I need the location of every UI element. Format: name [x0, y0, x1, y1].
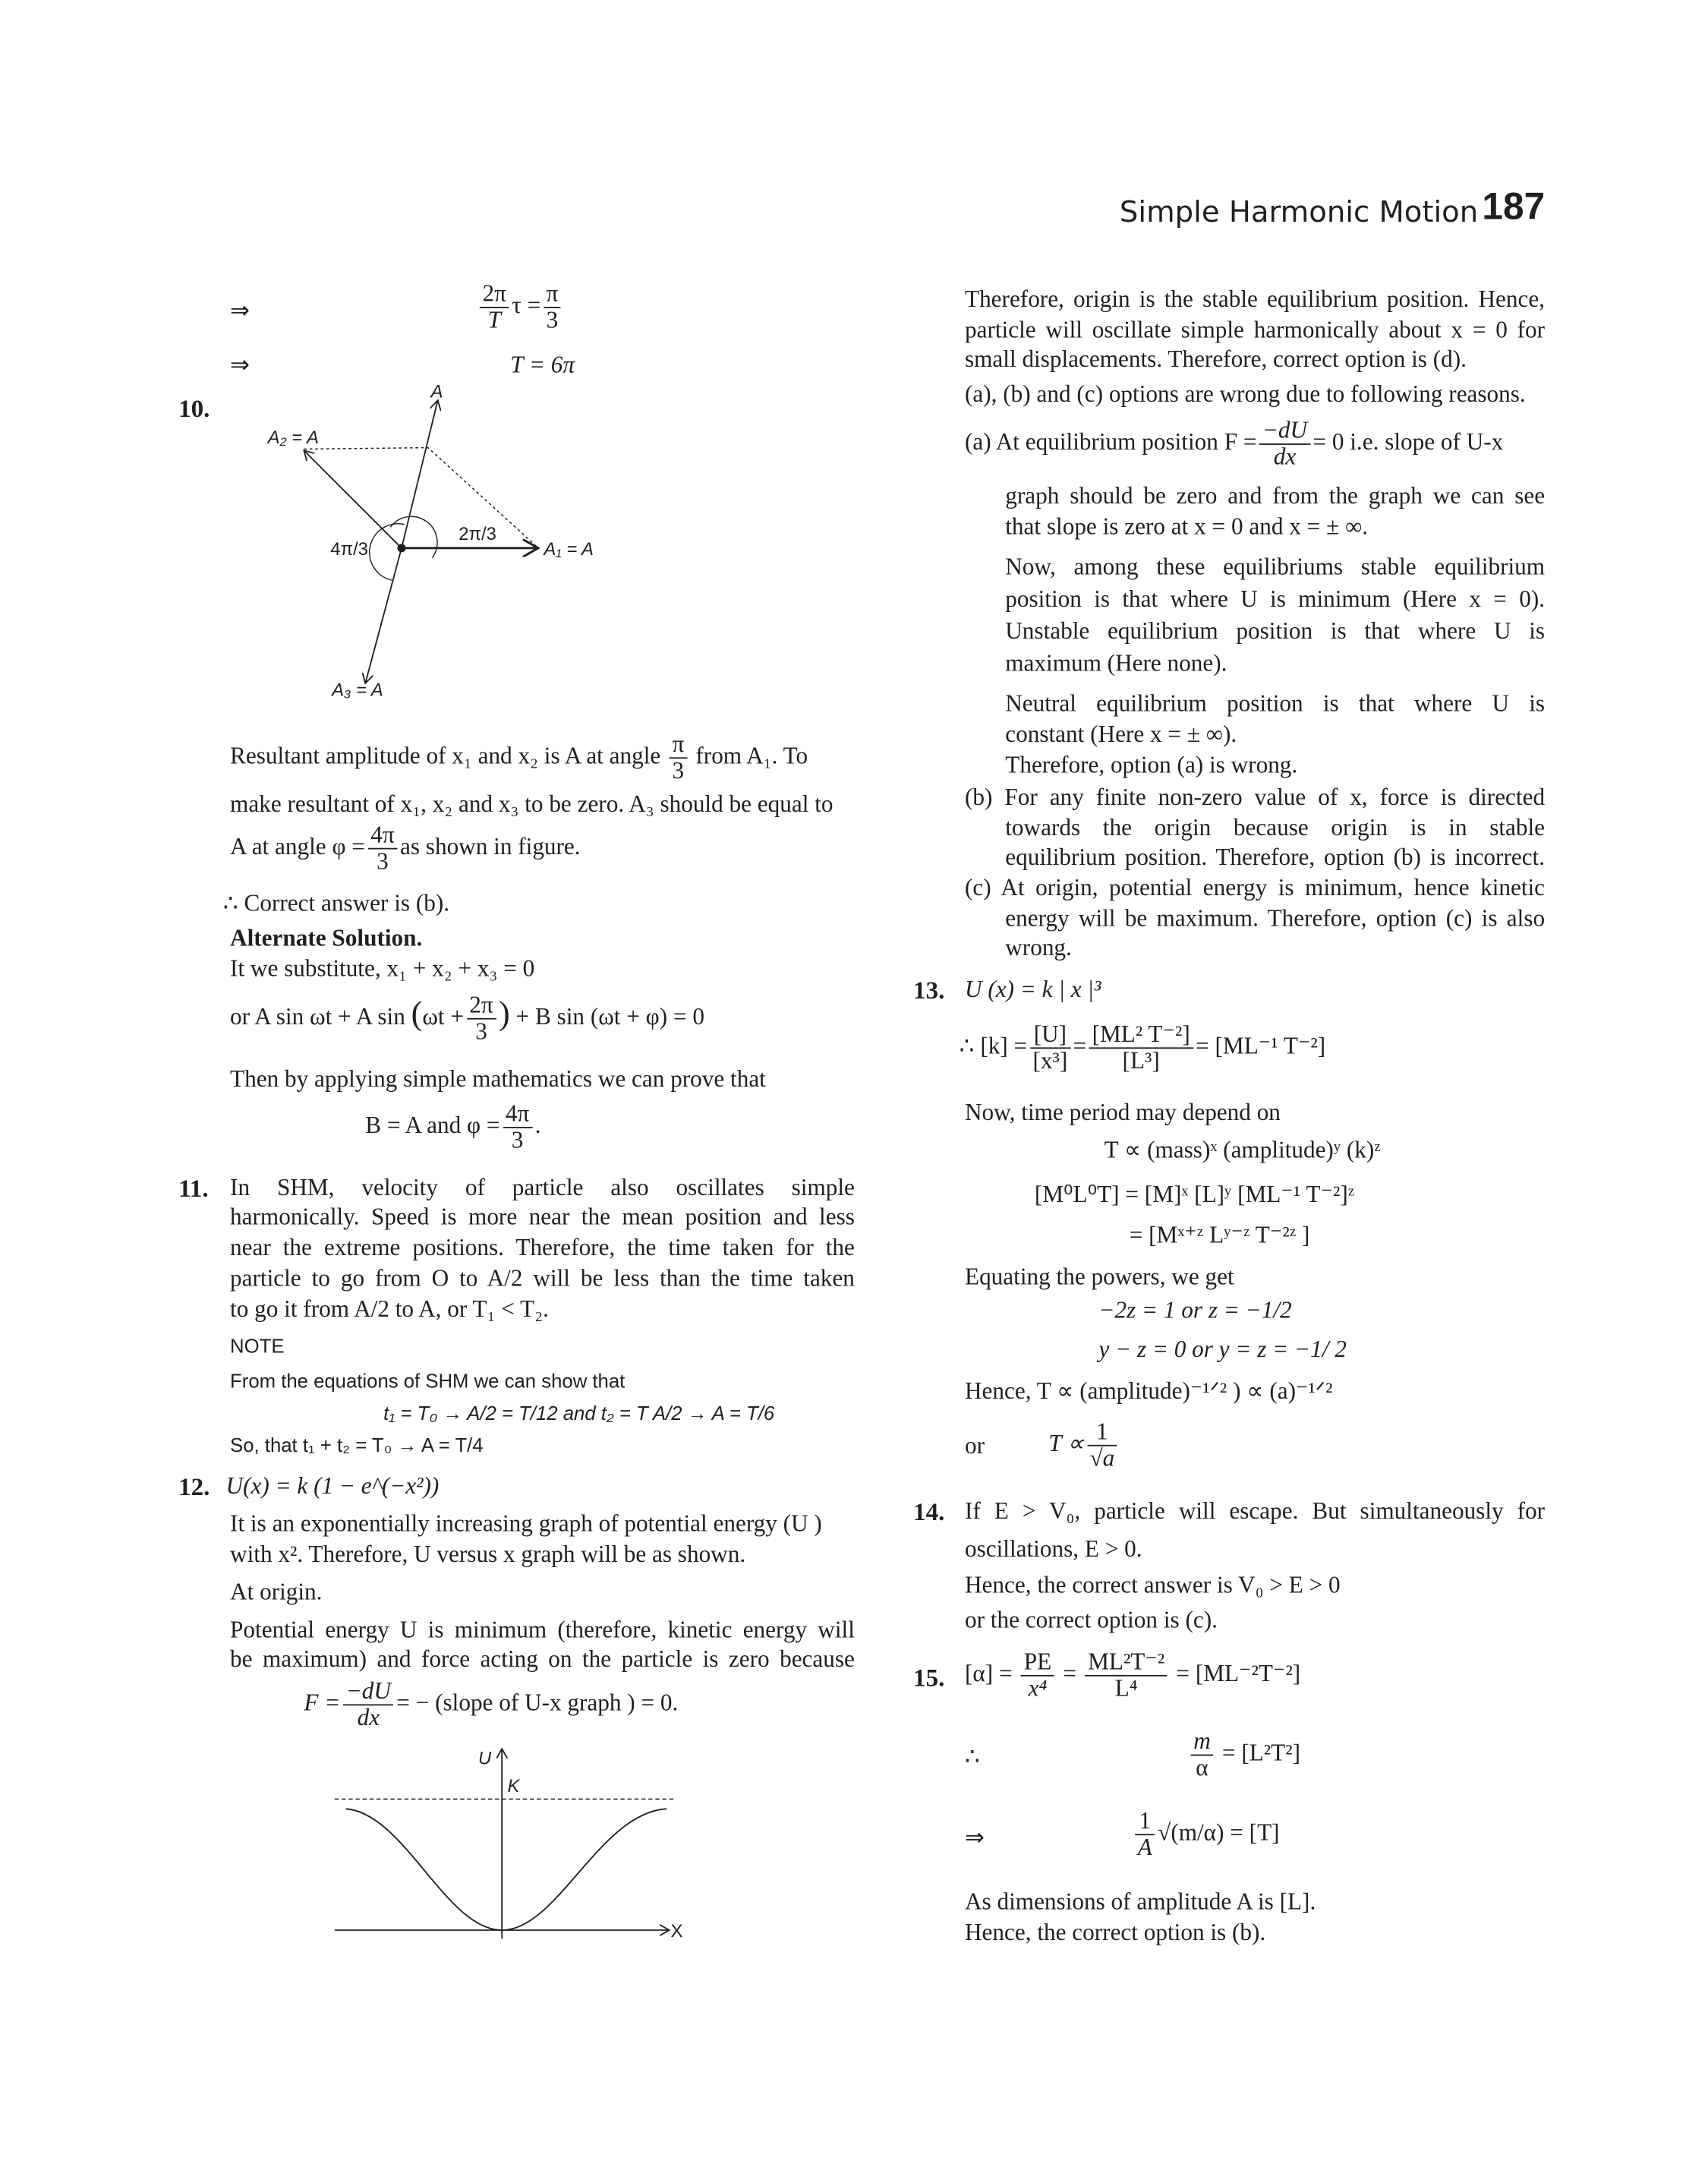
equation-line: [965, 1650, 1300, 1702]
text: =: [1063, 1660, 1076, 1687]
answer-line: ∴ Correct answer is (b).: [222, 889, 450, 916]
fraction-den: 3: [377, 847, 389, 875]
fraction-num: π: [670, 732, 687, 759]
paragraph-line: It is an exponentially increasing graph of potential energy (U ): [230, 1510, 822, 1538]
paragraph-line: Hence, the correct option is (b).: [964, 1919, 1266, 1946]
paragraph-line: particle to go from O to A/2 will be less than the time taken: [230, 1264, 855, 1292]
implies-symbol: ⇒: [964, 1824, 985, 1851]
label-a3: A₃ = A: [332, 680, 383, 701]
text: = 0 i.e. slope of U-x: [1313, 428, 1504, 456]
text: + B sin (ωt + φ) = 0: [515, 1003, 704, 1030]
angle-arc-2pi3: [390, 516, 437, 557]
paragraph-line: It we substitute, x₁ + x₂ + x₃ = 0: [230, 955, 535, 983]
text: =: [1073, 1032, 1087, 1059]
text: as shown in figure.: [399, 833, 581, 860]
paragraph-line: Now, time period may depend on: [964, 1099, 1281, 1126]
equation-line: [M⁰L⁰T] = [M]ˣ [L]ʸ [ML⁻¹ T⁻²]ᶻ: [1034, 1181, 1355, 1208]
text: = [ML⁻¹ T⁻²]: [1196, 1032, 1326, 1059]
text: .: [534, 1112, 541, 1139]
equation-line: [304, 1679, 678, 1730]
fraction-den: [L³]: [1122, 1047, 1160, 1074]
fraction-den: dx: [357, 1704, 380, 1731]
fraction-num: [U]: [1030, 1022, 1070, 1049]
fraction-num: 4π: [503, 1102, 532, 1128]
fraction-den: 3: [672, 757, 685, 784]
text: = − (slope of U-x graph ) = 0.: [396, 1689, 679, 1716]
equation-line: = [Mˣ⁺ᶻ Lʸ⁻ᶻ T⁻²ᶻ ]: [1129, 1221, 1310, 1248]
text: √(m/α): [1158, 1819, 1224, 1846]
fraction-den: x⁴: [1028, 1674, 1048, 1702]
paragraph-line: Neutral equilibrium position is that where U is: [1005, 690, 1546, 718]
paragraph-line: maximum (Here none).: [1005, 649, 1227, 677]
text: A at angle φ =: [230, 833, 365, 860]
label-a2: A₂ = A: [267, 427, 319, 449]
fraction-den: T: [487, 307, 501, 333]
fraction-num: ML²T⁻²: [1085, 1650, 1167, 1677]
fraction-den: 3: [511, 1127, 524, 1153]
text: ∴ [k] =: [959, 1032, 1028, 1059]
equation-tau: [477, 282, 564, 333]
paragraph-line: be maximum) and force acting on the particle is zero because: [230, 1645, 855, 1673]
text: (a) At equilibrium position F =: [964, 428, 1257, 456]
dotted-construction: [304, 448, 537, 547]
equation-line: T ∝ (mass)ˣ (amplitude)ʸ (k)ᶻ: [1104, 1136, 1381, 1163]
axis-label-x: X: [670, 1921, 683, 1942]
eq-text: τ =: [512, 292, 541, 319]
fraction-num: PE: [1021, 1650, 1054, 1677]
paragraph-line: As dimensions of amplitude A is [L].: [964, 1888, 1316, 1915]
question-number-12: 12.: [178, 1472, 210, 1501]
paragraph-line: make resultant of x₁, x₂ and x₃ to be zero. A₃ should be equal to: [230, 790, 834, 818]
text: from A₁. To: [695, 742, 808, 769]
equation-period: T = 6π: [510, 351, 575, 378]
paragraph-line: (b) For any finite non-zero value of x, force is directed: [964, 784, 1546, 811]
text: T ∝: [1048, 1430, 1085, 1457]
fraction-den: [x³]: [1032, 1047, 1068, 1074]
paragraph-line: Then by applying simple mathematics we can prove that: [230, 1065, 766, 1093]
fraction-den: dx: [1273, 443, 1297, 470]
label-k: K: [507, 1776, 520, 1797]
phasor-a3: [365, 548, 402, 683]
text: [α] =: [964, 1660, 1013, 1687]
equation-line: or A sin ωt + A sin (ωt + $\frac{2\pi}{3}$ ) + B sin (ωt + φ) = 0: [230, 991, 704, 1045]
fraction-num: −dU: [343, 1679, 394, 1705]
paragraph-line: Therefore, origin is the stable equilibrium position. Hence,: [964, 285, 1546, 313]
equation-line: [1132, 1809, 1279, 1860]
question-number-14: 14.: [913, 1497, 945, 1526]
text: F =: [304, 1689, 341, 1716]
paragraph-line: At origin.: [230, 1579, 323, 1606]
label-4pi3: 4π/3: [330, 539, 368, 560]
fraction-num: m: [1191, 1730, 1214, 1756]
label-a: A: [430, 381, 443, 402]
paragraph-line: to go it from A/2 to A, or T₁ < T₂.: [230, 1295, 549, 1323]
paragraph-line: [230, 732, 808, 784]
text: or A sin ωt + A sin: [230, 1003, 405, 1030]
paragraph-line: [230, 823, 581, 875]
paragraph-line: graph should be zero and from the graph we can see: [1005, 482, 1546, 509]
label-a1: A₁ = A: [544, 539, 594, 560]
paragraph-line: Hence, the correct answer is V₀ > E > 0: [964, 1571, 1341, 1598]
u-curve: [346, 1809, 666, 1930]
paragraph-line: In SHM, velocity of particle also oscillates simple: [230, 1174, 855, 1201]
paragraph-line: wrong.: [1005, 934, 1072, 961]
label-2pi3: 2π/3: [459, 523, 496, 544]
paragraph-line: If E > V₀, particle will escape. But simultaneously for: [964, 1497, 1546, 1525]
question-number-13: 13.: [913, 976, 945, 1005]
fraction-num: π: [544, 282, 561, 308]
equation-line: U (x) = k | x |³: [964, 976, 1101, 1003]
note-text: From the equations of SHM we can show that: [230, 1369, 626, 1393]
fraction-num: 1: [1087, 1420, 1117, 1446]
fraction-num: 2π: [467, 993, 496, 1020]
question-number-11: 11.: [178, 1174, 209, 1203]
equation-line: [960, 1022, 1326, 1074]
axis-label-u: U: [477, 1748, 492, 1769]
alternate-solution-heading: Alternate Solution.: [230, 924, 423, 951]
equation-line: [1188, 1727, 1301, 1781]
paragraph-line: that slope is zero at x = 0 and x = ± ∞.: [1005, 513, 1369, 540]
paragraph-line: particle will oscillate simple harmonically about x = 0 for: [964, 316, 1546, 343]
equation-line: [1048, 1420, 1120, 1472]
text: = [ML⁻²T⁻²]: [1176, 1660, 1301, 1687]
equation-line: U(x) = k (1 − e^(−x²)): [225, 1472, 440, 1500]
fraction-num: −dU: [1259, 418, 1310, 445]
paragraph-line: Equating the powers, we get: [964, 1263, 1234, 1290]
paragraph-line: harmonically. Speed is more near the mean position and less: [230, 1203, 855, 1230]
paragraph-line: constant (Here x = ± ∞).: [1005, 721, 1237, 748]
text: = [T]: [1230, 1819, 1280, 1846]
paragraph-line: or the correct option is (c).: [964, 1606, 1218, 1633]
fraction-num: 1: [1135, 1809, 1155, 1835]
therefore-symbol: ∴: [964, 1743, 980, 1770]
paragraph-line: small displacements. Therefore, correct option is (d).: [964, 345, 1467, 373]
page-number: 187: [1482, 185, 1546, 228]
text: = [L²T²]: [1221, 1740, 1301, 1767]
note-label: NOTE: [230, 1334, 285, 1358]
text: B = A and φ =: [365, 1112, 500, 1139]
paragraph-line: Unstable equilibrium position is that where U is: [1005, 617, 1546, 645]
paragraph-line: (a), (b) and (c) options are wrong due to following reasons.: [964, 380, 1526, 408]
question-number-15: 15.: [913, 1664, 945, 1692]
running-header: Simple Harmonic Motion: [1119, 195, 1479, 229]
angle-arc-4pi3: [370, 524, 405, 580]
implies-symbol: ⇒: [230, 351, 251, 378]
text: Resultant amplitude of x₁ and x₂ is A at angle: [230, 742, 661, 769]
equation-line: or: [964, 1432, 985, 1459]
paragraph-line: Now, among these equilibriums stable equilibrium: [1005, 554, 1546, 581]
paragraph-line: Therefore, option (a) is wrong.: [1005, 751, 1298, 778]
paragraph-line: equilibrium position. Therefore, option (b) is incorrect.: [1005, 844, 1546, 871]
equation-line: y − z = 0 or y = z = −1/ 2: [1098, 1336, 1347, 1363]
fraction-den: L⁴: [1114, 1674, 1138, 1702]
equation-line: −2z = 1 or z = −1/2: [1098, 1297, 1292, 1324]
fraction-num: [ML² T⁻²]: [1089, 1022, 1193, 1049]
paragraph-line: oscillations, E > 0.: [964, 1535, 1142, 1563]
paragraph-line: Potential energy U is minimum (therefore, kinetic energy will: [230, 1616, 855, 1643]
paragraph-line: near the extreme positions. Therefore, the time taken for the: [230, 1234, 855, 1261]
question-number-10: 10.: [178, 394, 210, 423]
fraction-den: 3: [546, 307, 559, 333]
equation-line: [365, 1102, 540, 1153]
fraction-den: 3: [475, 1017, 487, 1045]
note-equation: So, that t₁ + t₂ = T₀ → A = T/4: [230, 1434, 484, 1456]
option-a-line: [965, 418, 1503, 470]
fraction-den: α: [1196, 1754, 1209, 1781]
phasor-a2: [304, 450, 402, 548]
paragraph-line: energy will be maximum. Therefore, option (c) is also: [1005, 905, 1546, 932]
fraction-num: 4π: [368, 823, 398, 850]
fraction-den: A: [1137, 1834, 1152, 1861]
fraction-num: 2π: [480, 282, 509, 308]
phasor-a: [402, 400, 438, 548]
paragraph-line: (c) At origin, potential energy is minimum, hence kinetic: [964, 874, 1546, 901]
paragraph-line: towards the origin because origin is in stable: [1005, 814, 1546, 841]
origin-dot: [397, 544, 405, 552]
note-equation: t₁ = T₀ → A/2 = T/12 and t₂ = T A/2 → A = T/6: [383, 1401, 775, 1424]
fraction-den: √a: [1089, 1444, 1115, 1472]
equation-line: Hence, T ∝ (amplitude)⁻¹ᐟ² ) ∝ (a)⁻¹ᐟ²: [964, 1377, 1333, 1405]
paragraph-line: position is that where U is minimum (Here x = 0).: [1005, 585, 1546, 613]
implies-symbol: ⇒: [230, 297, 251, 324]
paragraph-line: with x². Therefore, U versus x graph will be as shown.: [230, 1541, 746, 1568]
text: ωt +: [422, 1003, 464, 1030]
